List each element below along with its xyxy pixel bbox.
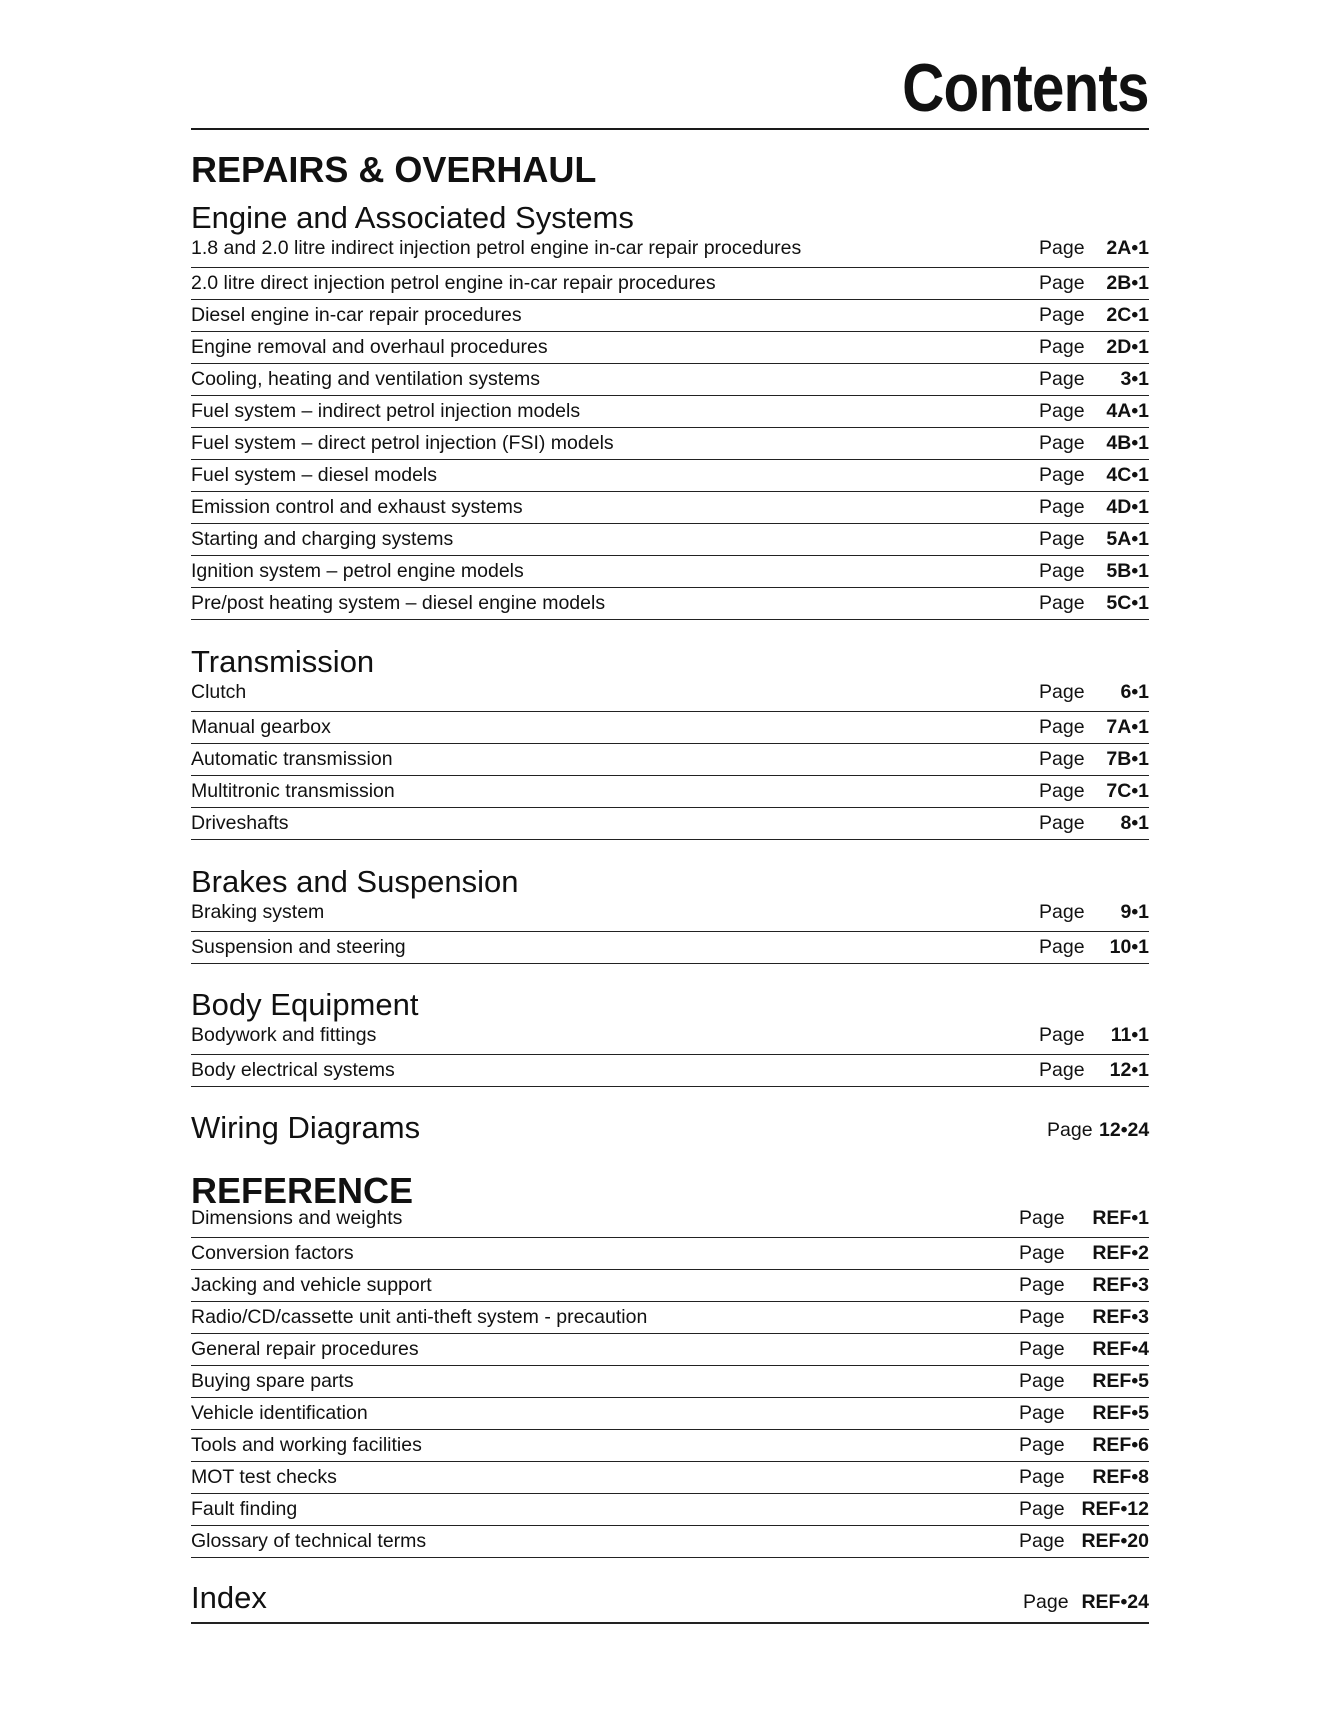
page-word: Page	[1019, 1434, 1065, 1456]
page-number: REF•1	[1092, 1207, 1149, 1229]
section-divider	[191, 1622, 1149, 1624]
page-reference	[1019, 1240, 1149, 1266]
entry-label: Automatic transmission	[191, 748, 393, 770]
page-reference	[1039, 494, 1149, 520]
page-number: 2B•1	[1106, 272, 1149, 294]
page-number: 4D•1	[1106, 496, 1149, 518]
toc-entry[interactable]	[191, 1270, 1149, 1302]
page-reference	[1039, 590, 1149, 616]
page-number: 3•1	[1120, 368, 1149, 390]
page-number: 7C•1	[1106, 780, 1149, 802]
page-number: REF•24	[1081, 1591, 1149, 1613]
section-list	[191, 1023, 1149, 1087]
page-reference	[1039, 270, 1149, 296]
page-reference	[1019, 1464, 1149, 1490]
page-word: Page	[1039, 400, 1085, 422]
page-word: Page	[1039, 304, 1085, 326]
entry-label: Suspension and steering	[191, 936, 406, 958]
page-reference	[1039, 526, 1149, 552]
toc-entry[interactable]	[191, 932, 1149, 964]
toc-entry[interactable]	[191, 1526, 1149, 1558]
toc-entry[interactable]	[191, 1055, 1149, 1087]
page-number: 2A•1	[1106, 237, 1149, 259]
toc-entry[interactable]	[191, 712, 1149, 744]
page-word: Page	[1019, 1274, 1065, 1296]
toc-entry[interactable]	[191, 1206, 1149, 1238]
page-word: Page	[1039, 560, 1085, 582]
section-title: Brakes and Suspension	[191, 864, 519, 899]
page-reference	[1039, 430, 1149, 456]
section-body	[191, 987, 1149, 1087]
entry-label: Clutch	[191, 681, 247, 703]
page-number: 9•1	[1120, 901, 1149, 923]
section-wiring	[191, 1110, 1149, 1150]
page-word: Page	[1039, 812, 1085, 834]
page-number: 8•1	[1120, 812, 1149, 834]
page-reference	[1019, 1432, 1149, 1458]
page-word: Page	[1039, 936, 1085, 958]
entry-label: Glossary of technical terms	[191, 1530, 427, 1552]
page-number: 6•1	[1120, 681, 1149, 703]
page-word: Page	[1039, 748, 1085, 770]
page-reference[interactable]	[1047, 1117, 1149, 1143]
page-word: Page	[1039, 528, 1085, 550]
toc-entry[interactable]	[191, 776, 1149, 808]
page-number: REF•5	[1092, 1402, 1149, 1424]
toc-entry[interactable]	[191, 332, 1149, 364]
page-reference	[1039, 302, 1149, 328]
page-number: 7A•1	[1106, 716, 1149, 738]
page-word: Page	[1047, 1119, 1093, 1141]
page-number: 12•24	[1099, 1119, 1150, 1141]
section-title: Body Equipment	[191, 987, 419, 1022]
page-reference	[1039, 746, 1149, 772]
entry-label: Fuel system – direct petrol injection (FSI) models	[191, 432, 614, 454]
page-reference	[1039, 334, 1149, 360]
section-list	[191, 680, 1149, 840]
page-number: 4B•1	[1106, 432, 1149, 454]
toc-entry[interactable]	[191, 1238, 1149, 1270]
toc-entry[interactable]	[191, 1462, 1149, 1494]
page-number: REF•4	[1092, 1338, 1149, 1360]
toc-entry[interactable]	[191, 268, 1149, 300]
toc-entry[interactable]	[191, 524, 1149, 556]
page-title: Contents	[902, 50, 1149, 126]
entry-label: Multitronic transmission	[191, 780, 395, 802]
page-word: Page	[1039, 592, 1085, 614]
entry-label: Jacking and vehicle support	[191, 1274, 432, 1296]
entry-label: Ignition system – petrol engine models	[191, 560, 524, 582]
page-reference	[1039, 366, 1149, 392]
section-list	[191, 236, 1149, 620]
section-reference	[191, 1206, 1149, 1558]
page-number: 4C•1	[1106, 464, 1149, 486]
page-number: 5B•1	[1106, 560, 1149, 582]
toc-entry[interactable]	[191, 1398, 1149, 1430]
page-word: Page	[1019, 1466, 1065, 1488]
page-word: Page	[1019, 1402, 1065, 1424]
toc-entry[interactable]	[191, 364, 1149, 396]
page-number: REF•3	[1092, 1274, 1149, 1296]
toc-entry[interactable]	[191, 744, 1149, 776]
page-number: 2D•1	[1106, 336, 1149, 358]
page-number: REF•5	[1092, 1370, 1149, 1392]
page-reference	[1019, 1368, 1149, 1394]
toc-entry[interactable]	[191, 1430, 1149, 1462]
page-reference	[1039, 899, 1149, 925]
page-number: 2C•1	[1106, 304, 1149, 326]
page-word: Page	[1039, 1024, 1085, 1046]
toc-entry[interactable]	[191, 680, 1149, 712]
page-word: Page	[1019, 1242, 1065, 1264]
page-number: 5C•1	[1106, 592, 1149, 614]
page-number: REF•12	[1081, 1498, 1149, 1520]
page-reference	[1019, 1272, 1149, 1298]
section-title: Engine and Associated Systems	[191, 200, 634, 235]
entry-label: General repair procedures	[191, 1338, 419, 1360]
page-word: Page	[1019, 1530, 1065, 1552]
entry-label: Pre/post heating system – diesel engine models	[191, 592, 606, 614]
entry-label: Vehicle identification	[191, 1402, 368, 1424]
section-transmission	[191, 644, 1149, 840]
toc-entry[interactable]	[191, 236, 1149, 268]
page-reference	[1039, 810, 1149, 836]
toc-entry[interactable]	[191, 900, 1149, 932]
page-reference	[1039, 558, 1149, 584]
entry-label: Engine removal and overhaul procedures	[191, 336, 548, 358]
page-number: 11•1	[1110, 1024, 1149, 1046]
toc-entry[interactable]	[191, 556, 1149, 588]
page-word: Page	[1039, 368, 1085, 390]
page-reference	[1039, 714, 1149, 740]
page-reference	[1039, 679, 1149, 705]
section-list	[191, 900, 1149, 964]
page-reference	[1019, 1528, 1149, 1554]
page-word: Page	[1039, 716, 1085, 738]
entry-label: Diesel engine in-car repair procedures	[191, 304, 522, 326]
page-word: Page	[1039, 464, 1085, 486]
entry-label: Driveshafts	[191, 812, 289, 834]
page-word: Page	[1019, 1498, 1065, 1520]
page-reference	[1019, 1336, 1149, 1362]
page-number: 10•1	[1109, 936, 1149, 958]
toc-entry[interactable]	[191, 460, 1149, 492]
page-number: REF•8	[1092, 1466, 1149, 1488]
page-word: Page	[1019, 1207, 1065, 1229]
part-heading-reference: REFERENCE	[191, 1170, 414, 1211]
page-number: 7B•1	[1106, 748, 1149, 770]
entry-label: Dimensions and weights	[191, 1207, 403, 1229]
section-index	[191, 1580, 1149, 1624]
page-reference	[1039, 462, 1149, 488]
page-word: Page	[1039, 237, 1085, 259]
entry-label: Fault finding	[191, 1498, 298, 1520]
page-reference	[1019, 1400, 1149, 1426]
page-number: 4A•1	[1106, 400, 1149, 422]
page-word: Page	[1039, 681, 1085, 703]
page-reference	[1039, 778, 1149, 804]
page-word: Page	[1019, 1306, 1065, 1328]
section-list	[191, 1206, 1149, 1558]
toc-entry[interactable]	[191, 1334, 1149, 1366]
entry-label: MOT test checks	[191, 1466, 337, 1488]
entry-label: Body electrical systems	[191, 1059, 395, 1081]
toc-entry[interactable]	[191, 808, 1149, 840]
page-number: 12•1	[1109, 1059, 1149, 1081]
toc-entry[interactable]	[191, 396, 1149, 428]
entry-label: Starting and charging systems	[191, 528, 454, 550]
page-word: Page	[1039, 901, 1085, 923]
page-word: Page	[1039, 780, 1085, 802]
page-reference	[1019, 1496, 1149, 1522]
toc-entry[interactable]	[191, 492, 1149, 524]
entry-label: Buying spare parts	[191, 1370, 354, 1392]
toc-entry[interactable]	[191, 588, 1149, 620]
page-word: Page	[1039, 496, 1085, 518]
entry-label: 2.0 litre direct injection petrol engine in-car repair procedures	[191, 272, 716, 294]
entry-label: Tools and working facilities	[191, 1434, 422, 1456]
toc-entry[interactable]	[191, 428, 1149, 460]
page-number: REF•6	[1092, 1434, 1149, 1456]
page-word: Page	[1039, 336, 1085, 358]
page-reference	[1039, 235, 1149, 261]
toc-entry[interactable]	[191, 1366, 1149, 1398]
part-heading-repairs: REPAIRS & OVERHAUL	[191, 149, 597, 190]
page-word: Page	[1039, 1059, 1085, 1081]
section-title: Wiring Diagrams	[191, 1110, 421, 1145]
page-reference	[1019, 1304, 1149, 1330]
entry-label: 1.8 and 2.0 litre indirect injection petrol engine in-car repair procedures	[191, 237, 802, 259]
entry-label: Bodywork and fittings	[191, 1024, 377, 1046]
page-reference	[1039, 398, 1149, 424]
entry-label: Conversion factors	[191, 1242, 354, 1264]
page-word: Page	[1019, 1370, 1065, 1392]
entry-label: Emission control and exhaust systems	[191, 496, 523, 518]
page-reference	[1039, 1022, 1149, 1048]
entry-label: Fuel system – indirect petrol injection models	[191, 400, 581, 422]
title-divider	[191, 128, 1149, 130]
entry-label: Manual gearbox	[191, 716, 331, 738]
entry-label: Radio/CD/cassette unit anti-theft system - precaution	[191, 1306, 648, 1328]
section-engine	[191, 200, 1149, 620]
page-reference	[1019, 1205, 1149, 1231]
page-number: REF•2	[1092, 1242, 1149, 1264]
section-title: Index	[191, 1580, 267, 1615]
page-word: Page	[1019, 1338, 1065, 1360]
page-number: REF•20	[1081, 1530, 1149, 1552]
toc-entry[interactable]	[191, 1023, 1149, 1055]
page-number: REF•3	[1092, 1306, 1149, 1328]
entry-label: Fuel system – diesel models	[191, 464, 438, 486]
page-reference	[1039, 934, 1149, 960]
section-brakes	[191, 864, 1149, 964]
page-word: Page	[1039, 272, 1085, 294]
entry-label: Braking system	[191, 901, 325, 923]
page-number: 5A•1	[1106, 528, 1149, 550]
toc-entry[interactable]	[191, 1494, 1149, 1526]
page-reference	[1039, 1057, 1149, 1083]
toc-entry[interactable]	[191, 300, 1149, 332]
toc-entry[interactable]	[191, 1302, 1149, 1334]
page-word: Page	[1039, 432, 1085, 454]
page-word: Page	[1023, 1591, 1069, 1613]
entry-label: Cooling, heating and ventilation systems	[191, 368, 541, 390]
page-reference[interactable]	[1023, 1589, 1149, 1615]
section-title: Transmission	[191, 644, 375, 679]
